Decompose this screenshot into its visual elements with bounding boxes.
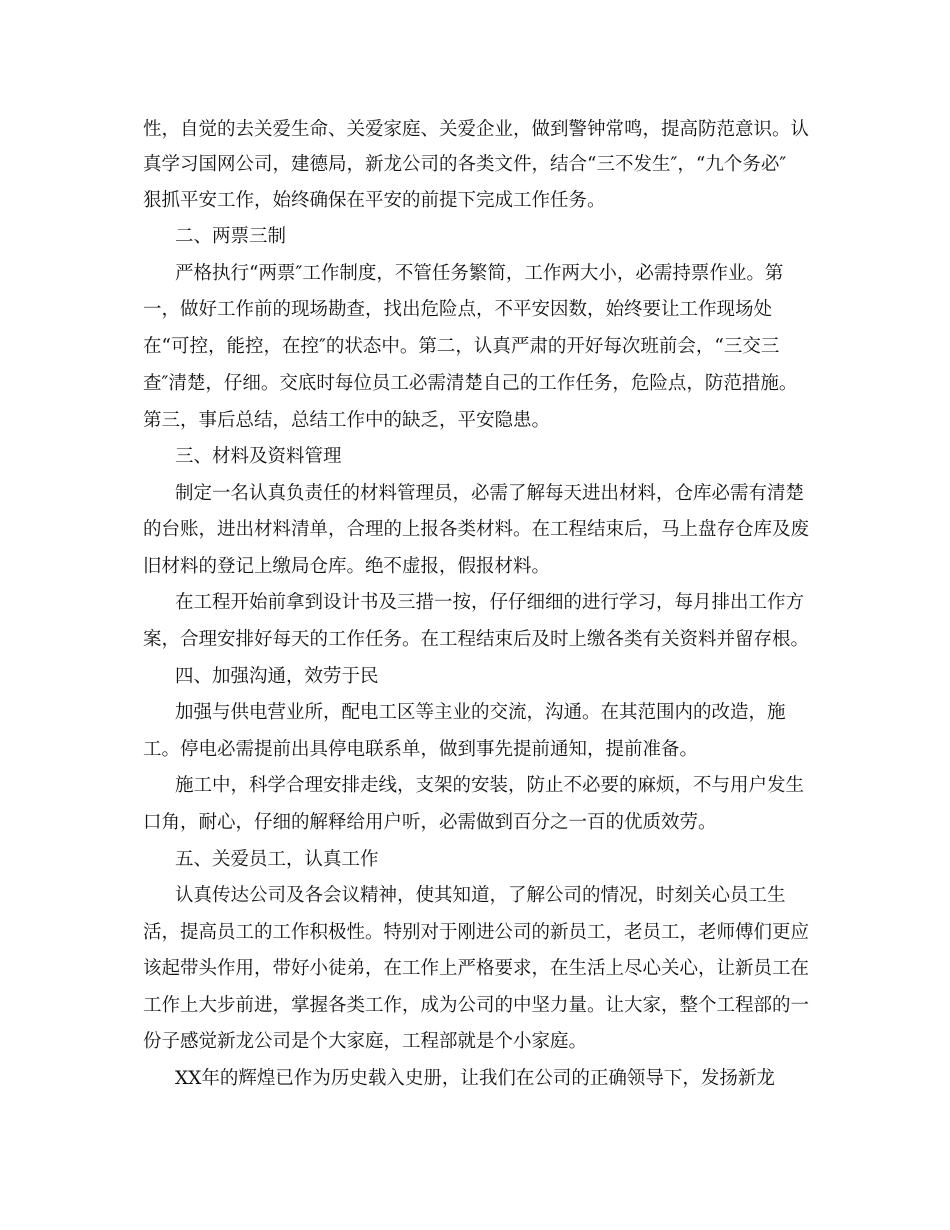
body-text-line: 在工程开始前拿到设计书及三措一按，仔仔细细的进行学习，每月排出工作方 <box>175 592 805 613</box>
body-text-line: 工。停电必需提前出具停电联系单，做到事先提前通知，提前准备。 <box>143 739 699 760</box>
body-text-line: 制定一名认真负责任的材料管理员，必需了解每天进出材料，仓库必需有清楚 <box>175 483 805 504</box>
body-text-line: 份子感觉新龙公司是个大家庭，工程部就是个小家庭。 <box>143 1031 588 1052</box>
body-text-line: 查″清楚，仔细。交底时每位员工必需清楚自己的工作任务，危险点，防范措施。 <box>143 373 798 394</box>
body-text-line: 真学习国网公司，建德局，新龙公司的各类文件，结合“三不发生″，“九个务必″ <box>143 154 787 175</box>
body-text-line: 的台账，进出材料清单，合理的上报各类材料。在工程结束后，马上盘存仓库及废 <box>143 519 810 540</box>
body-text-line: 性，自觉的去关爱生命、关爱家庭、关爱企业，做到警钟常鸣，提高防范意识。认 <box>143 119 810 140</box>
body-text-line: XX年的辉煌已作为历史载入史册，让我们在公司的正确领导下，发扬新龙 <box>175 1068 775 1089</box>
body-text-line: 狠抓平安工作，始终确保在平安的前提下完成工作任务。 <box>143 190 606 211</box>
body-text-line: 加强与供电营业所，配电工区等主业的交流，沟通。在其范围内的改造，施 <box>175 702 786 723</box>
body-text-line: 施工中，科学合理安排走线，支架的安装，防止不必要的麻烦，不与用户发生 <box>175 775 805 796</box>
body-text-line: 工作上大步前进，掌握各类工作，成为公司的中坚力量。让大家，整个工程部的一 <box>143 995 810 1016</box>
section-heading: 四、加强沟通，效劳于民 <box>175 666 379 687</box>
body-text-line: 第三，事后总结，总结工作中的缺乏，平安隐患。 <box>143 410 551 431</box>
section-heading: 二、两票三制 <box>175 226 287 247</box>
body-text-line: 认真传达公司及各会议精神，使其知道，了解公司的情况，时刻关心员工生 <box>175 885 786 906</box>
body-text-line: 旧材料的登记上缴局仓库。绝不虚报，假报材料。 <box>143 556 551 577</box>
body-text-line: 该起带头作用，带好小徒弟，在工作上严格要求，在生活上尽心关心，让新员工在 <box>143 958 810 979</box>
section-heading: 五、关爱员工，认真工作 <box>175 849 379 870</box>
body-text-line: 严格执行“两票″工作制度，不管任务繁简，工作两大小，必需持票作业。第 <box>175 263 784 284</box>
body-text-line: 活，提高员工的工作积极性。特别对于刚进公司的新员工，老员工，老师傅们更应 <box>143 922 810 943</box>
body-text-line: 一，做好工作前的现场勘查，找出危险点，不平安因数，始终要让工作现场处 <box>143 299 773 320</box>
body-text-line: 口角，耐心，仔细的解释给用户听，必需做到百分之一百的优质效劳。 <box>143 812 717 833</box>
body-text-line: 在“可控，能控，在控″的状态中。第二，认真严肃的开好每次班前会，“三交三 <box>143 336 780 357</box>
section-heading: 三、材料及资料管理 <box>175 446 342 467</box>
body-text-line: 案，合理安排好每天的工作任务。在工程结束后及时上缴各类有关资料并留存根。 <box>143 629 810 650</box>
